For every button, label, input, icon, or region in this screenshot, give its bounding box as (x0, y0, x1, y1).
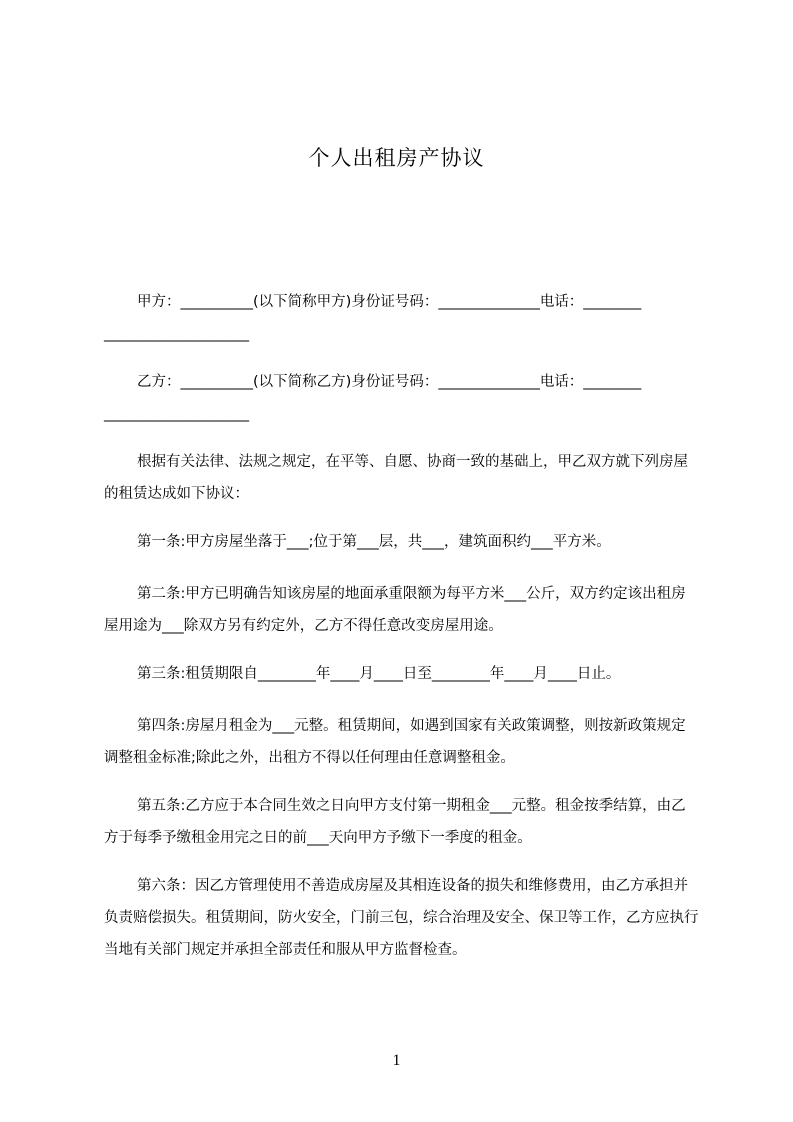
party-a-continuation: ____________________ (104, 326, 249, 342)
party-a-line: 甲方：__________(以下简称甲方)身份证号码：______________电话：________ (137, 294, 642, 310)
article-1: 第一条:甲方房屋坐落于___;位于第___层，共___，建筑面积约___平方米。 (137, 534, 611, 550)
page-number: 1 (392, 1052, 401, 1069)
intro-paragraph: 根据有关法律、法规之规定，在平等、自愿、协商一致的基础上，甲乙双方就下列房屋的租赁达成如下协议： (104, 454, 688, 502)
document-title: 个人出租房产协议 (308, 146, 485, 170)
article-3: 第三条:租赁期限自________年____月____日至________年____月____日止。 (137, 666, 621, 682)
article-5: 第五条:乙方应于本合同生效之日向甲方支付第一期租金___元整。租金按季结算，由乙方于每季予缴租金用完之日的前___天向甲方予缴下一季度的租金。 (104, 798, 686, 846)
article-4: 第四条:房屋月租金为___元整。租赁期间，如遇到国家有关政策调整，则按新政策规定调整租金标准;除此之外，出租方不得以任何理由任意调整租金。 (104, 718, 686, 766)
party-b-line: 乙方：__________(以下简称乙方)身份证号码：______________电话：________ (137, 374, 642, 390)
article-2: 第二条:甲方已明确告知该房屋的地面承重限额为每平方米___公斤，双方约定该出租房屋用途为___除双方另有约定外，乙方不得任意改变房屋用途。 (104, 586, 686, 634)
article-6: 第六条：因乙方管理使用不善造成房屋及其相连设备的损失和维修费用，由乙方承担并负责赔偿损失。租赁期间，防火安全，门前三包，综合治理及安全、保卫等工作，乙方应执行当地有关部门规定并承担全部责任和服从甲方监督检查。 (104, 878, 699, 958)
party-b-continuation: ____________________ (104, 406, 249, 422)
